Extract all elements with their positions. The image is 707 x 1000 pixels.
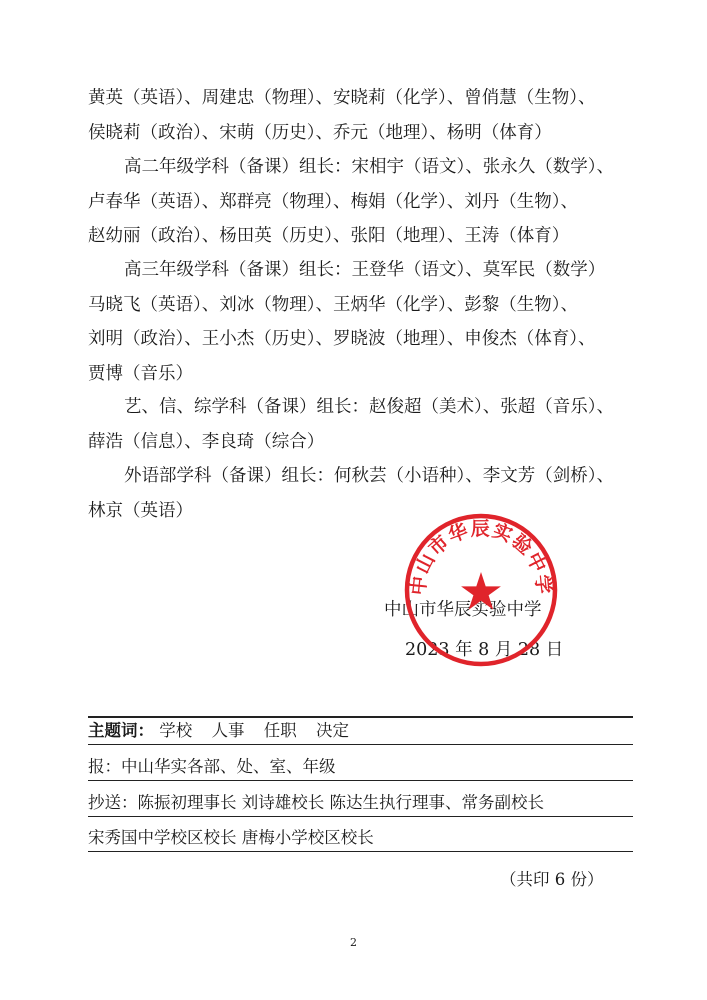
subject-term: 决定 xyxy=(316,721,349,740)
text-line: 高三年级学科（备课）组长：王登华（语文）、莫军民（数学） xyxy=(124,260,606,280)
text-line: 艺、信、综学科（备课）组长：赵俊超（美术）、张超（音乐）、 xyxy=(124,397,614,417)
text-line: 薛浩（信息）、李良琦（综合） xyxy=(88,431,325,452)
paragraph-grade2 xyxy=(88,150,633,254)
subject-terms-row xyxy=(88,716,633,745)
paragraph-grade1-continued xyxy=(88,81,633,150)
text-line: 赵幼丽（政治）、杨田英（历史）、张阳（地理）、王涛（体育） xyxy=(88,226,570,246)
copies-count: （共印 6 份） xyxy=(500,870,604,889)
subject-term: 学校 xyxy=(159,721,193,740)
official-seal xyxy=(403,512,559,668)
text-line: 外语部学科（备课）组长：何秋芸（小语种）、李文芳（剑桥）、 xyxy=(124,466,614,486)
paragraph-grade3 xyxy=(88,253,633,391)
subject-label: 主题词： xyxy=(88,721,154,740)
cc-row xyxy=(88,790,633,817)
text-line: 贾博（音乐） xyxy=(88,363,193,384)
paragraph-arts xyxy=(88,390,633,459)
report-text: 报：中山华实各部、处、室、年级 xyxy=(88,757,336,776)
page-number: 2 xyxy=(350,936,357,949)
text-line: 林京（英语） xyxy=(88,500,193,521)
report-row xyxy=(88,754,633,781)
subject-term: 任职 xyxy=(263,721,297,740)
text-line: 卢春华（英语）、郑群亮（物理）、梅娟（化学）、刘丹（生物）、 xyxy=(88,191,578,212)
text-line: 黄英（英语）、周建忠（物理）、安晓莉（化学）、曾俏慧（生物）、 xyxy=(88,88,596,108)
text-line: 侯晓莉（政治）、宋萌（历史）、乔元（地理）、杨明（体育） xyxy=(88,122,552,143)
text-line: 高二年级学科（备课）组长：宋相宇（语文）、张永久（数学）、 xyxy=(124,157,614,177)
cc-text: 抄送：陈振初理事长 刘诗雄校长 陈达生执行理事、常务副校长 xyxy=(88,793,544,812)
text-line: 马晓飞（英语）、刘冰（物理）、王炳华（化学）、彭黎（生物）、 xyxy=(88,294,578,315)
seal-star xyxy=(461,572,501,610)
signature-date: 2023 年 8 月 28 日 xyxy=(405,640,564,660)
cc-text-continued: 宋秀国中学校区校长 唐梅小学校区校长 xyxy=(88,828,374,847)
cc-row-continued xyxy=(88,825,633,852)
seal-text: 中山市华辰实验中学 xyxy=(407,518,555,597)
subject-term: 人事 xyxy=(211,721,245,740)
signature-organization: 中山市华辰实验中学 xyxy=(384,600,542,620)
text-line: 刘明（政治）、王小杰（历史）、罗晓波（地理）、申俊杰（体育）、 xyxy=(88,329,596,349)
